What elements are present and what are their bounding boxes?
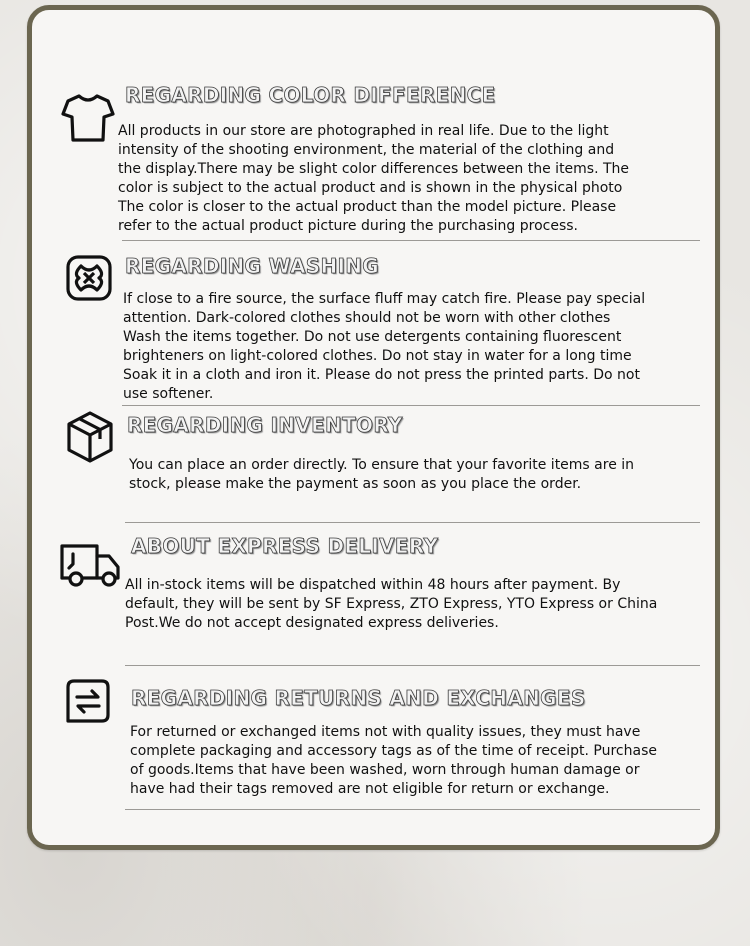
box-icon [65, 410, 115, 464]
section-body: If close to a fire source, the surface fluff may catch fire. Please pay special attention. Dark-colored clothes should not be worn with other clothes Wash the items together. Do not use detergents containing fluorescent brighteners on light-colored clothes. Do not stay in water for a long time Soak it in a cloth and iron it. Please do not press the printed parts. Do not use softener. [123, 291, 646, 402]
section-divider [125, 665, 700, 666]
section-divider [125, 522, 700, 523]
section-title: REGARDING RETURNS AND EXCHANGES [131, 686, 586, 710]
section-divider [122, 240, 700, 241]
tshirt-icon [60, 90, 116, 146]
exchange-icon [65, 678, 111, 724]
section-divider [125, 809, 700, 810]
truck-icon [59, 540, 121, 588]
section-title: ABOUT EXPRESS DELIVERY [131, 534, 439, 558]
section-title: REGARDING INVENTORY [127, 413, 403, 437]
section-body: For returned or exchanged items not with quality issues, they must have complete packaging and accessory tags as of the time of receipt. Purchase of goods.Items that have been washed, worn through human damage or have had their tags removed are not eligible for return or exchange. [130, 724, 657, 797]
section-title: REGARDING COLOR DIFFERENCE [125, 83, 496, 107]
section-body: You can place an order directly. To ensure that your favorite items are in stock, please make the payment as soon as you place the order. [129, 457, 635, 492]
notice-card [27, 5, 720, 850]
section-body: All in-stock items will be dispatched within 48 hours after payment. By default, they will be sent by SF Express, ZTO Express, YTO Express or China Post.We do not accept designated express deliveries. [125, 577, 658, 631]
section-body: All products in our store are photographed in real life. Due to the light intensity of the shooting environment, the material of the clothing and the display.There may be slight color differences between the items. The color is subject to the actual product and is shown in the physical photo The color is closer to the actual product than the model picture. Please refer to the actual product picture during the purchasing process. [118, 123, 630, 234]
section-divider [122, 405, 700, 406]
washing-icon [65, 254, 113, 302]
section-title: REGARDING WASHING [125, 254, 379, 278]
